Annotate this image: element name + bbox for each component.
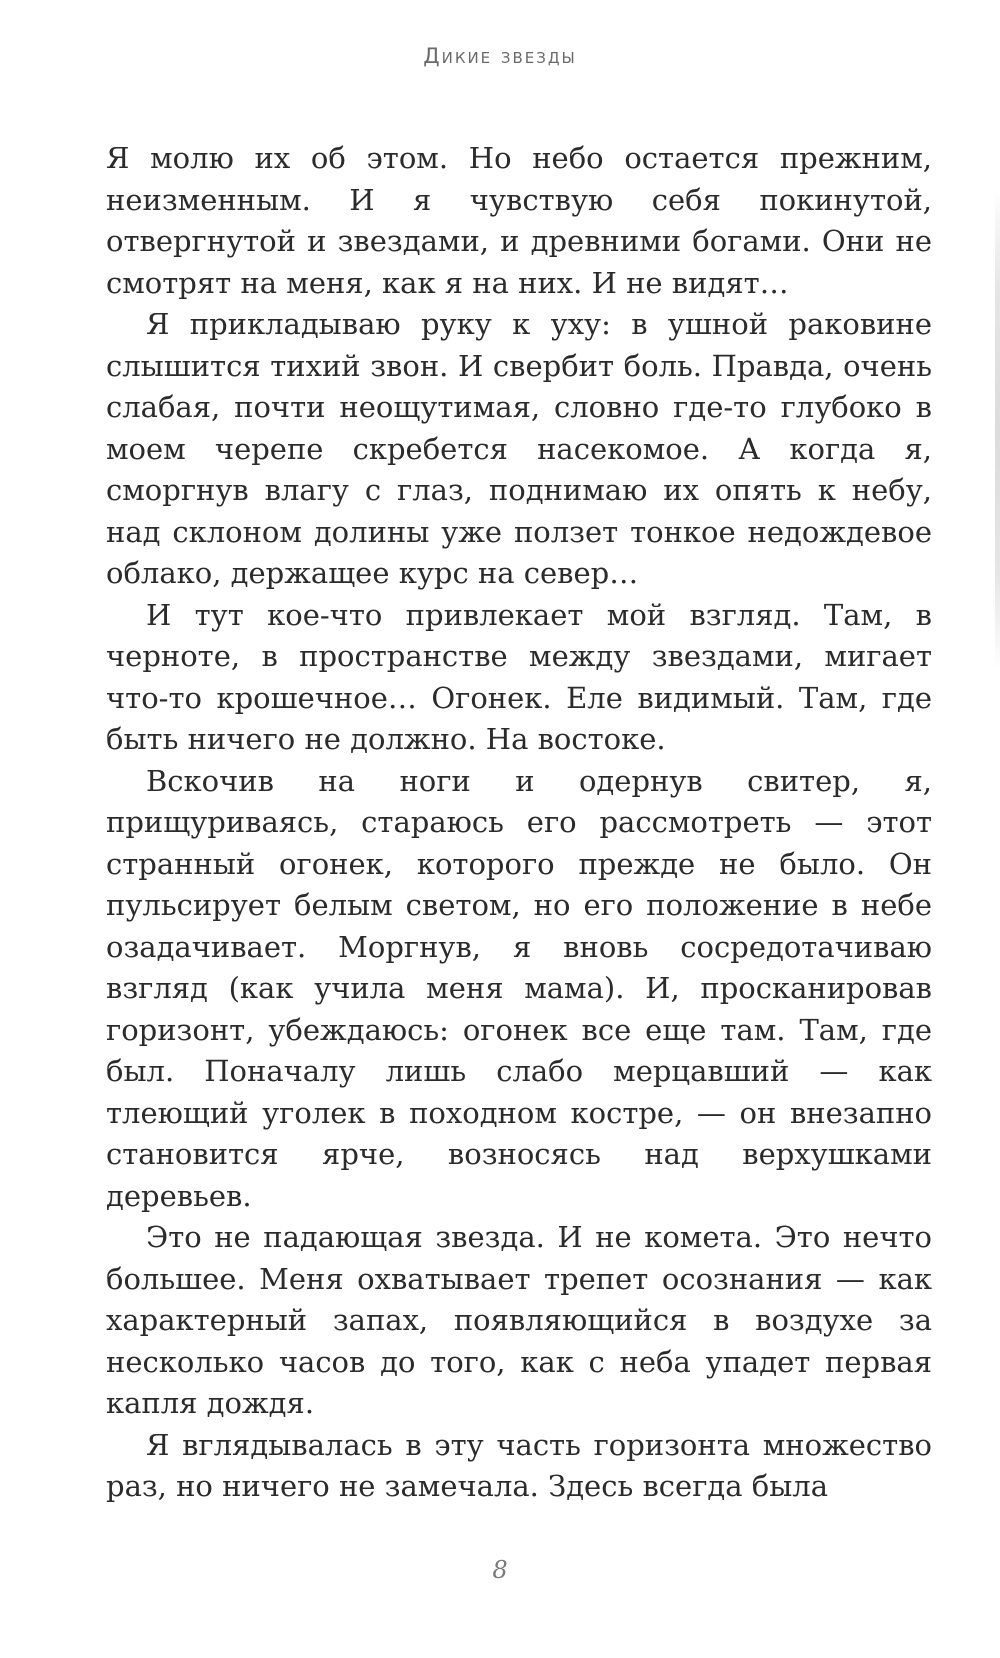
paragraph-5: Это не падающая звезда. И не комета. Это нечто большее. Меня охватывает трепет осознания — как характерный запах, появляющийся в воздухе за несколько часов до того, как с неба упадет первая капля дождя. [106, 1220, 932, 1420]
paragraph-6: Я вглядывалась в эту часть горизонта множество раз, но ничего не замечала. Здесь всегда была [106, 1427, 932, 1503]
page-edge-shadow [995, 190, 1000, 670]
paragraph-3: И тут кое-что привлекает мой взгляд. Там, в черноте, в пространстве между звездами, мигает что-то крошечное… Огонек. Еле видимый. Там, где быть ничего не должно. На востоке. [106, 597, 932, 756]
body-text [106, 138, 932, 1508]
paragraph-4: Вскочив на ноги и одернув свитер, я, прищуриваясь, стараюсь его рассмотреть — этот странный огонек, которого прежде не было. Он пульсирует белым светом, но его положение в небе озадачивает. Моргнув, я вновь сосредотачиваю взгляд (как учила меня мама). И, просканировав горизонт, убеждаюсь: огонек все еще там. Там, где был. Поначалу лишь слабо мерцавший — как тлеющий уголек в походном костре, — он внезапно становится ярче, возносясь над верхушками деревьев. [106, 763, 932, 1213]
paragraph-2: Я прикладываю руку к уху: в ушной раковине слышится тихий звон. И свербит боль. Правда, очень слабая, почти неощутимая, словно где-то глубоко в моем черепе скребется насекомое. А когда я, сморгнув влагу с глаз, поднимаю их опять к небу, над склоном долины уже ползет тонкое недождевое облако, держащее курс на север… [106, 307, 932, 590]
running-head: Дикие звезды [423, 44, 577, 68]
paragraph-1: Я молю их об этом. Но небо остается прежним, неизменным. И я чувствую себя покинутой, отвергнутой и звездами, и древними богами. Они не смотрят на меня, как я на них. И не видят… [106, 141, 932, 300]
page-number: 8 [492, 1556, 508, 1584]
